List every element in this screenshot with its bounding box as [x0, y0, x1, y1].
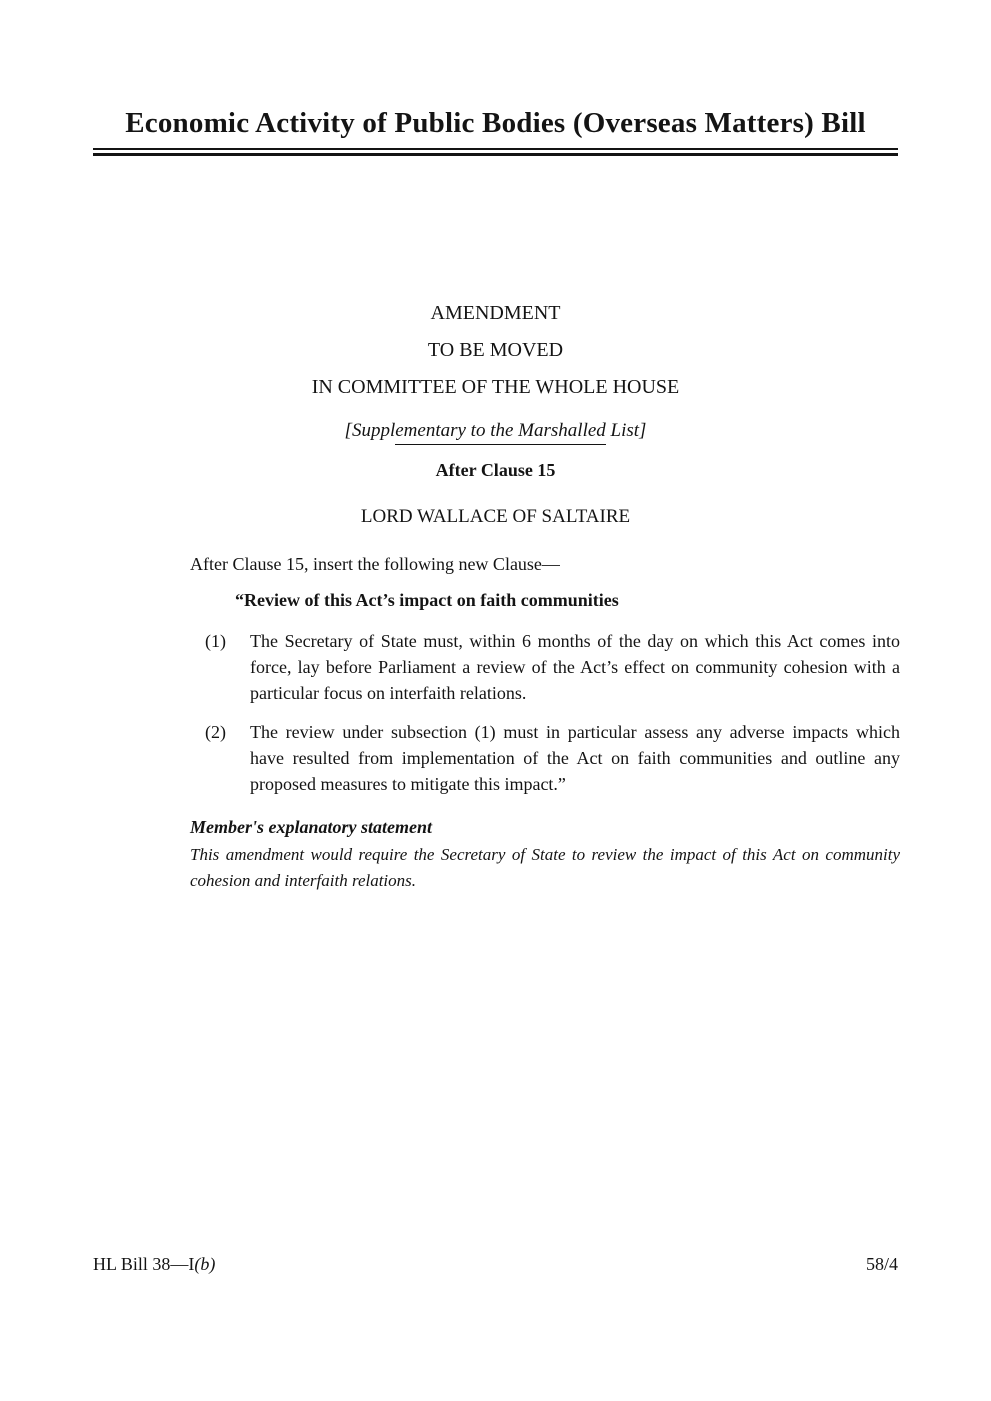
subsection-1-text: The Secretary of State must, within 6 months of the day on which this Act comes into force, lay before Parliament a review of the Act’s effect on community cohesion with a particular focus on interfaith relations.	[250, 630, 900, 703]
bill-reference-suffix: (b)	[194, 1254, 216, 1274]
bill-reference-text: HL Bill 38—I	[93, 1254, 195, 1274]
explanatory-heading: Member's explanatory statement	[190, 816, 432, 837]
marshalled-note-prefix: [Suppl	[344, 419, 396, 441]
subsection-2-number: (2)	[205, 721, 226, 742]
page-footer	[93, 1253, 898, 1275]
marshalled-note-suffix: List]	[605, 419, 647, 441]
after-clause-heading: After Clause 15	[435, 459, 556, 480]
amendment-body	[0, 552, 991, 894]
insert-instruction: After Clause 15, insert the following new Clause—	[190, 553, 560, 574]
amendment-header-block	[0, 302, 991, 528]
subsection-2-text: The review under subsection (1) must in particular assess any adverse impacts which have resulted from implementation of the Act on faith communities and outline any proposed measures to mitigate this impact.”	[250, 721, 900, 794]
marshalled-list-note	[0, 419, 991, 443]
bill-title: Economic Activity of Public Bodies (Overseas Matters) Bill	[125, 107, 866, 139]
bill-title-block	[0, 0, 991, 156]
explanatory-statement-block	[190, 815, 900, 894]
title-double-rule	[93, 148, 898, 156]
amendment-sheet-number: 58/4	[865, 1254, 898, 1274]
committee-label: IN COMMITTEE OF THE WHOLE HOUSE	[311, 375, 680, 398]
member-name: LORD WALLACE OF SALTAIRE	[360, 505, 631, 527]
subsection-1-number: (1)	[205, 630, 226, 651]
explanatory-text: This amendment would require the Secretary of State to review the impact of this Act on community cohesion and interfaith relations.	[190, 844, 900, 890]
subsection-2	[205, 719, 900, 797]
to-be-moved-label: TO BE MOVED	[427, 338, 564, 361]
bill-reference	[93, 1253, 215, 1275]
subsection-1	[205, 628, 900, 706]
marshalled-note-underlined: ementary to the Marshalled	[395, 420, 606, 445]
new-clause-title: “Review of this Act’s impact on faith communities	[235, 589, 619, 610]
amendment-label: AMENDMENT	[430, 301, 561, 324]
